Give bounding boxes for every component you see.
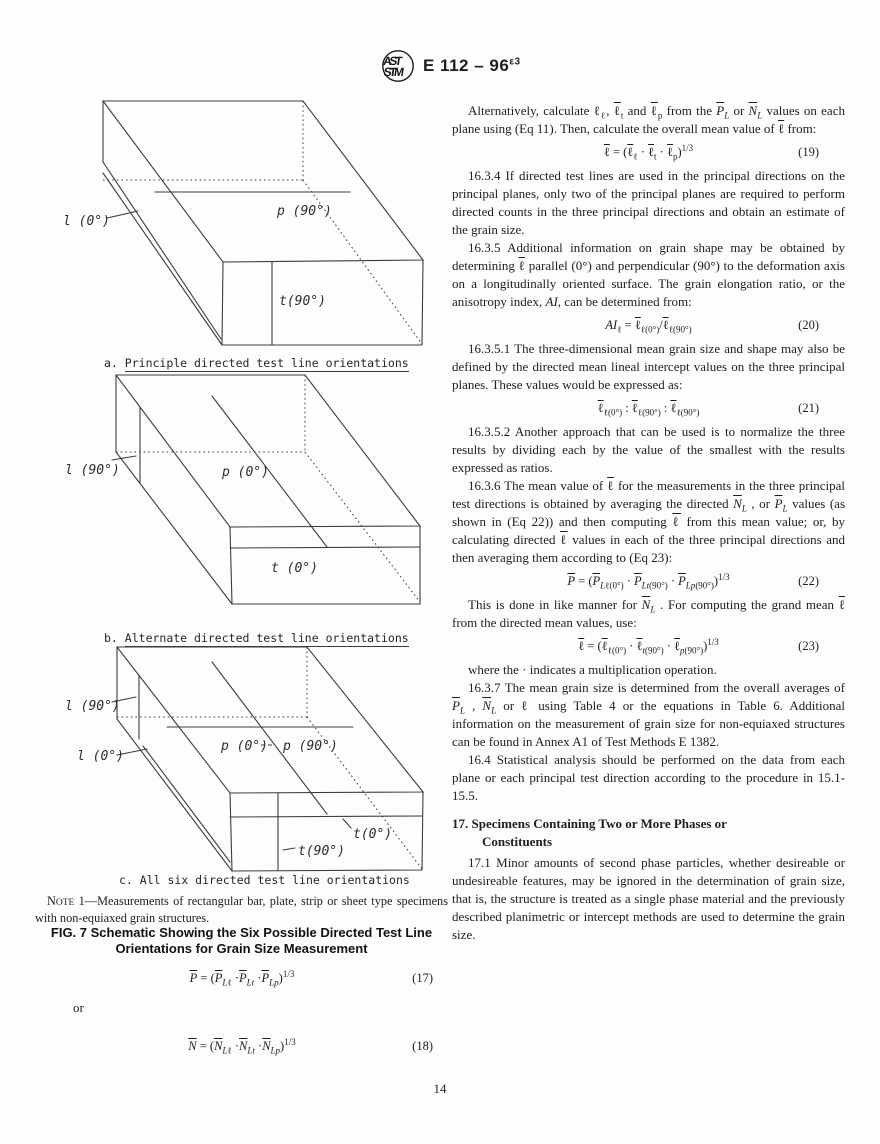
equation-body: ℓ = (ℓ$_{\ell(0^\circ)}$ · ℓ$_{t(90^\circ)}$ · ℓ$_{p(90^\circ)}$)$^{1/3}$ bbox=[578, 636, 719, 656]
label-l0: l (0°) bbox=[77, 749, 124, 764]
pointer-line bbox=[112, 456, 136, 460]
equation-17-body: $\overline{P} = (\overline{P}_{L\ell} \cdot\overline{P}_{Lt} \cdot\overline{P}_{Lp})^{1/3}$ bbox=[189, 968, 295, 988]
equation-18-body: $\overline{N} = (\overline{N}_{L\ell} \cdot\overline{N}_{Lt} \cdot\overline{N}_{Lp})^{1/3}$ bbox=[188, 1036, 296, 1056]
pointer-lines bbox=[112, 697, 351, 850]
figure-caption-line2: Orientations for Grain Size Measurement bbox=[115, 941, 368, 956]
label-t90: t(90°) bbox=[298, 844, 345, 859]
equation-body: ℓ$_{\ell(0^\circ)}$ : ℓ$_{\ell(90^\circ)}$ : ℓ$_{\ell(90^\circ)}$ bbox=[597, 401, 700, 418]
equation bbox=[452, 572, 845, 590]
paragraph: 16.4 Statistical analysis should be performed on the data from each plane or each principal test direction according to the procedure in 15.1-15.5. bbox=[452, 752, 845, 803]
equation-body: ℓ = (ℓ$_\ell$ · ℓ$_t$ · ℓ$_p$)$^{1/3}$ bbox=[603, 142, 694, 162]
label-l90: l (90°) bbox=[65, 699, 120, 714]
logo-text-top: AST bbox=[382, 54, 401, 68]
label-p0: p (0°) bbox=[221, 739, 268, 754]
logo-text-bottom: STM bbox=[382, 65, 403, 79]
equation-number: (21) bbox=[798, 401, 819, 415]
paragraph: 16.3.7 The mean grain size is determined from the overall averages of $\overline{P}_L$ , $\overline{N}_L$ or ℓ using Table 4 or the equations in Table 6. Additional information on the measurement of grain size for non-equiaxed structures can be found in Annex A1 of Test Methods E 1382. bbox=[452, 680, 846, 749]
equation-number: (22) bbox=[798, 574, 819, 588]
document-page bbox=[0, 5, 880, 1144]
diagram-c-all-six-orientations bbox=[55, 642, 460, 877]
equation-number: (23) bbox=[798, 639, 819, 653]
equation-body: $AI_\ell$ = ℓ$_{\ell(0^\circ)}$/ℓ$_{\ell(90^\circ)}$ bbox=[605, 318, 692, 335]
label-p90: p (90°) bbox=[283, 739, 338, 754]
paragraph: 16.3.5 Additional information on grain shape may be obtained by determining ℓ parallel (0°) and perpendicular (90°) to the deformation axis on a longitudinally oriented surface. The grain elongation ratio, or the anisotropy index, AI, can be determined from: bbox=[452, 240, 845, 309]
label-t90: t(90°) bbox=[279, 294, 326, 309]
label-p90: p (90°) bbox=[277, 204, 332, 219]
right-column bbox=[452, 102, 845, 944]
equation bbox=[452, 143, 845, 161]
diagram-a-principal-orientations bbox=[55, 93, 447, 361]
page-header bbox=[381, 49, 521, 83]
caption-b-text: Alternate directed test line orientations bbox=[124, 631, 409, 645]
figure-note bbox=[35, 894, 448, 926]
paragraph: Alternatively, calculate ℓ$_\ell$, ℓ$_t$ and ℓ$_p$ from the $\overline{P}_L$ or $\overline{N}_L$ values on each plane using (Eq 11). Then, calculate the overall mean value of ℓ from: bbox=[452, 103, 845, 136]
diagram-b-alternate-orientations bbox=[55, 369, 455, 619]
test-line-l0 bbox=[103, 162, 221, 339]
figure-caption-line1: FIG. 7 Schematic Showing the Six Possible Directed Test Line bbox=[50, 925, 433, 940]
page-footer bbox=[0, 1081, 880, 1097]
page-number: 14 bbox=[433, 1081, 447, 1096]
equation-17-number: (17) bbox=[412, 971, 433, 985]
box-b-hidden-edges bbox=[116, 375, 420, 602]
paragraph: 16.3.5.2 Another approach that can be used is to normalize the three results by dividing each by the value of the smallest with the results expressed as ratios. bbox=[452, 424, 845, 475]
test-line-l0 bbox=[143, 746, 230, 862]
paragraph: 16.3.5.1 The three-dimensional mean grain size and shape may also be defined by the directed mean lineal intercept values on the three principal planes. These values would be expressed as: bbox=[452, 341, 845, 392]
test-line-t0 bbox=[230, 547, 420, 548]
label-t0: t(0°) bbox=[353, 827, 393, 842]
label-p0: p (0°) bbox=[222, 465, 269, 480]
or-label: or bbox=[73, 1000, 84, 1015]
caption-b-prefix: b. bbox=[104, 631, 118, 645]
paragraph: 16.3.4 If directed test lines are used in the principal directions on the principal planes, only two of the principal planes are required to perform directed counts in the three principal directions and obtain an estimate of the grain size. bbox=[452, 168, 845, 237]
caption-c-prefix: c. bbox=[119, 873, 133, 887]
label-t0: t (0°) bbox=[271, 561, 318, 576]
box-a-outline bbox=[103, 101, 423, 345]
figure-caption bbox=[35, 925, 448, 957]
caption-a-text: Principle directed test line orientations bbox=[124, 356, 409, 370]
test-line-t0 bbox=[230, 816, 422, 817]
equation-18-number: (18) bbox=[412, 1039, 433, 1053]
equation-17 bbox=[35, 968, 435, 988]
caption-a-prefix: a. bbox=[104, 356, 118, 370]
equation-body: $\overline{P} = (\overline{P}_{L\ell(0^\circ)} \cdot \overline{P}_{Lt(90^\circ)} \cdot \overline{P}_{Lp(90^\circ)})^{1/3}$ bbox=[567, 571, 730, 591]
equation-number: (20) bbox=[798, 318, 819, 332]
equation-18 bbox=[35, 1036, 435, 1056]
box-b-outline bbox=[116, 375, 420, 604]
caption-c bbox=[119, 873, 410, 887]
note-text: NOTE 1—Measurements of rectangular bar, plate, strip or sheet type specimens with non-equiaxed grain structures. bbox=[35, 894, 448, 925]
label-l90: l (90°) bbox=[65, 463, 120, 478]
equation-number: (19) bbox=[798, 145, 819, 159]
box-a-hidden-edges bbox=[103, 101, 422, 344]
box-b-test-lines bbox=[140, 396, 420, 548]
equation bbox=[452, 316, 845, 334]
label-l0: l (0°) bbox=[63, 214, 110, 229]
equation bbox=[452, 399, 845, 417]
doc-code: E $112 - 96^{\varepsilon 3}$ bbox=[423, 56, 521, 75]
box-a-test-lines bbox=[103, 162, 350, 345]
paragraph: 17.1 Minor amounts of second phase particles, whether desireable or undesireable features, may be ignored in the determination of grain size, that is, the structure is treated as a single phase material and the previously described planimetric or intercept methods are used to determine the grain size. bbox=[452, 855, 845, 942]
caption-c-text: All six directed test line orientations bbox=[139, 873, 410, 887]
paragraph: 16.3.6 The mean value of ℓ for the measurements in the three principal test directions is obtained by averaging the directed $\overline{N}_L$ , or $\overline{P}_L$ values (as shown in (Eq 22)) and then computing ℓ from this mean value; or, by calculating directed ℓ values in each of the three principal directions and then averaging them according to (Eq 23): bbox=[452, 478, 846, 565]
section-heading: 17. Specimens Containing Two or More Phases or Constituents bbox=[452, 816, 727, 849]
paragraph: where the · indicates a multiplication operation. bbox=[468, 662, 717, 677]
caption-a bbox=[104, 356, 409, 370]
astm-logo bbox=[381, 49, 415, 83]
equation bbox=[452, 637, 845, 655]
paragraph: This is done in like manner for $\overline{N}_L$ . For computing the grand mean ℓ from the directed mean values, use: bbox=[452, 597, 845, 630]
